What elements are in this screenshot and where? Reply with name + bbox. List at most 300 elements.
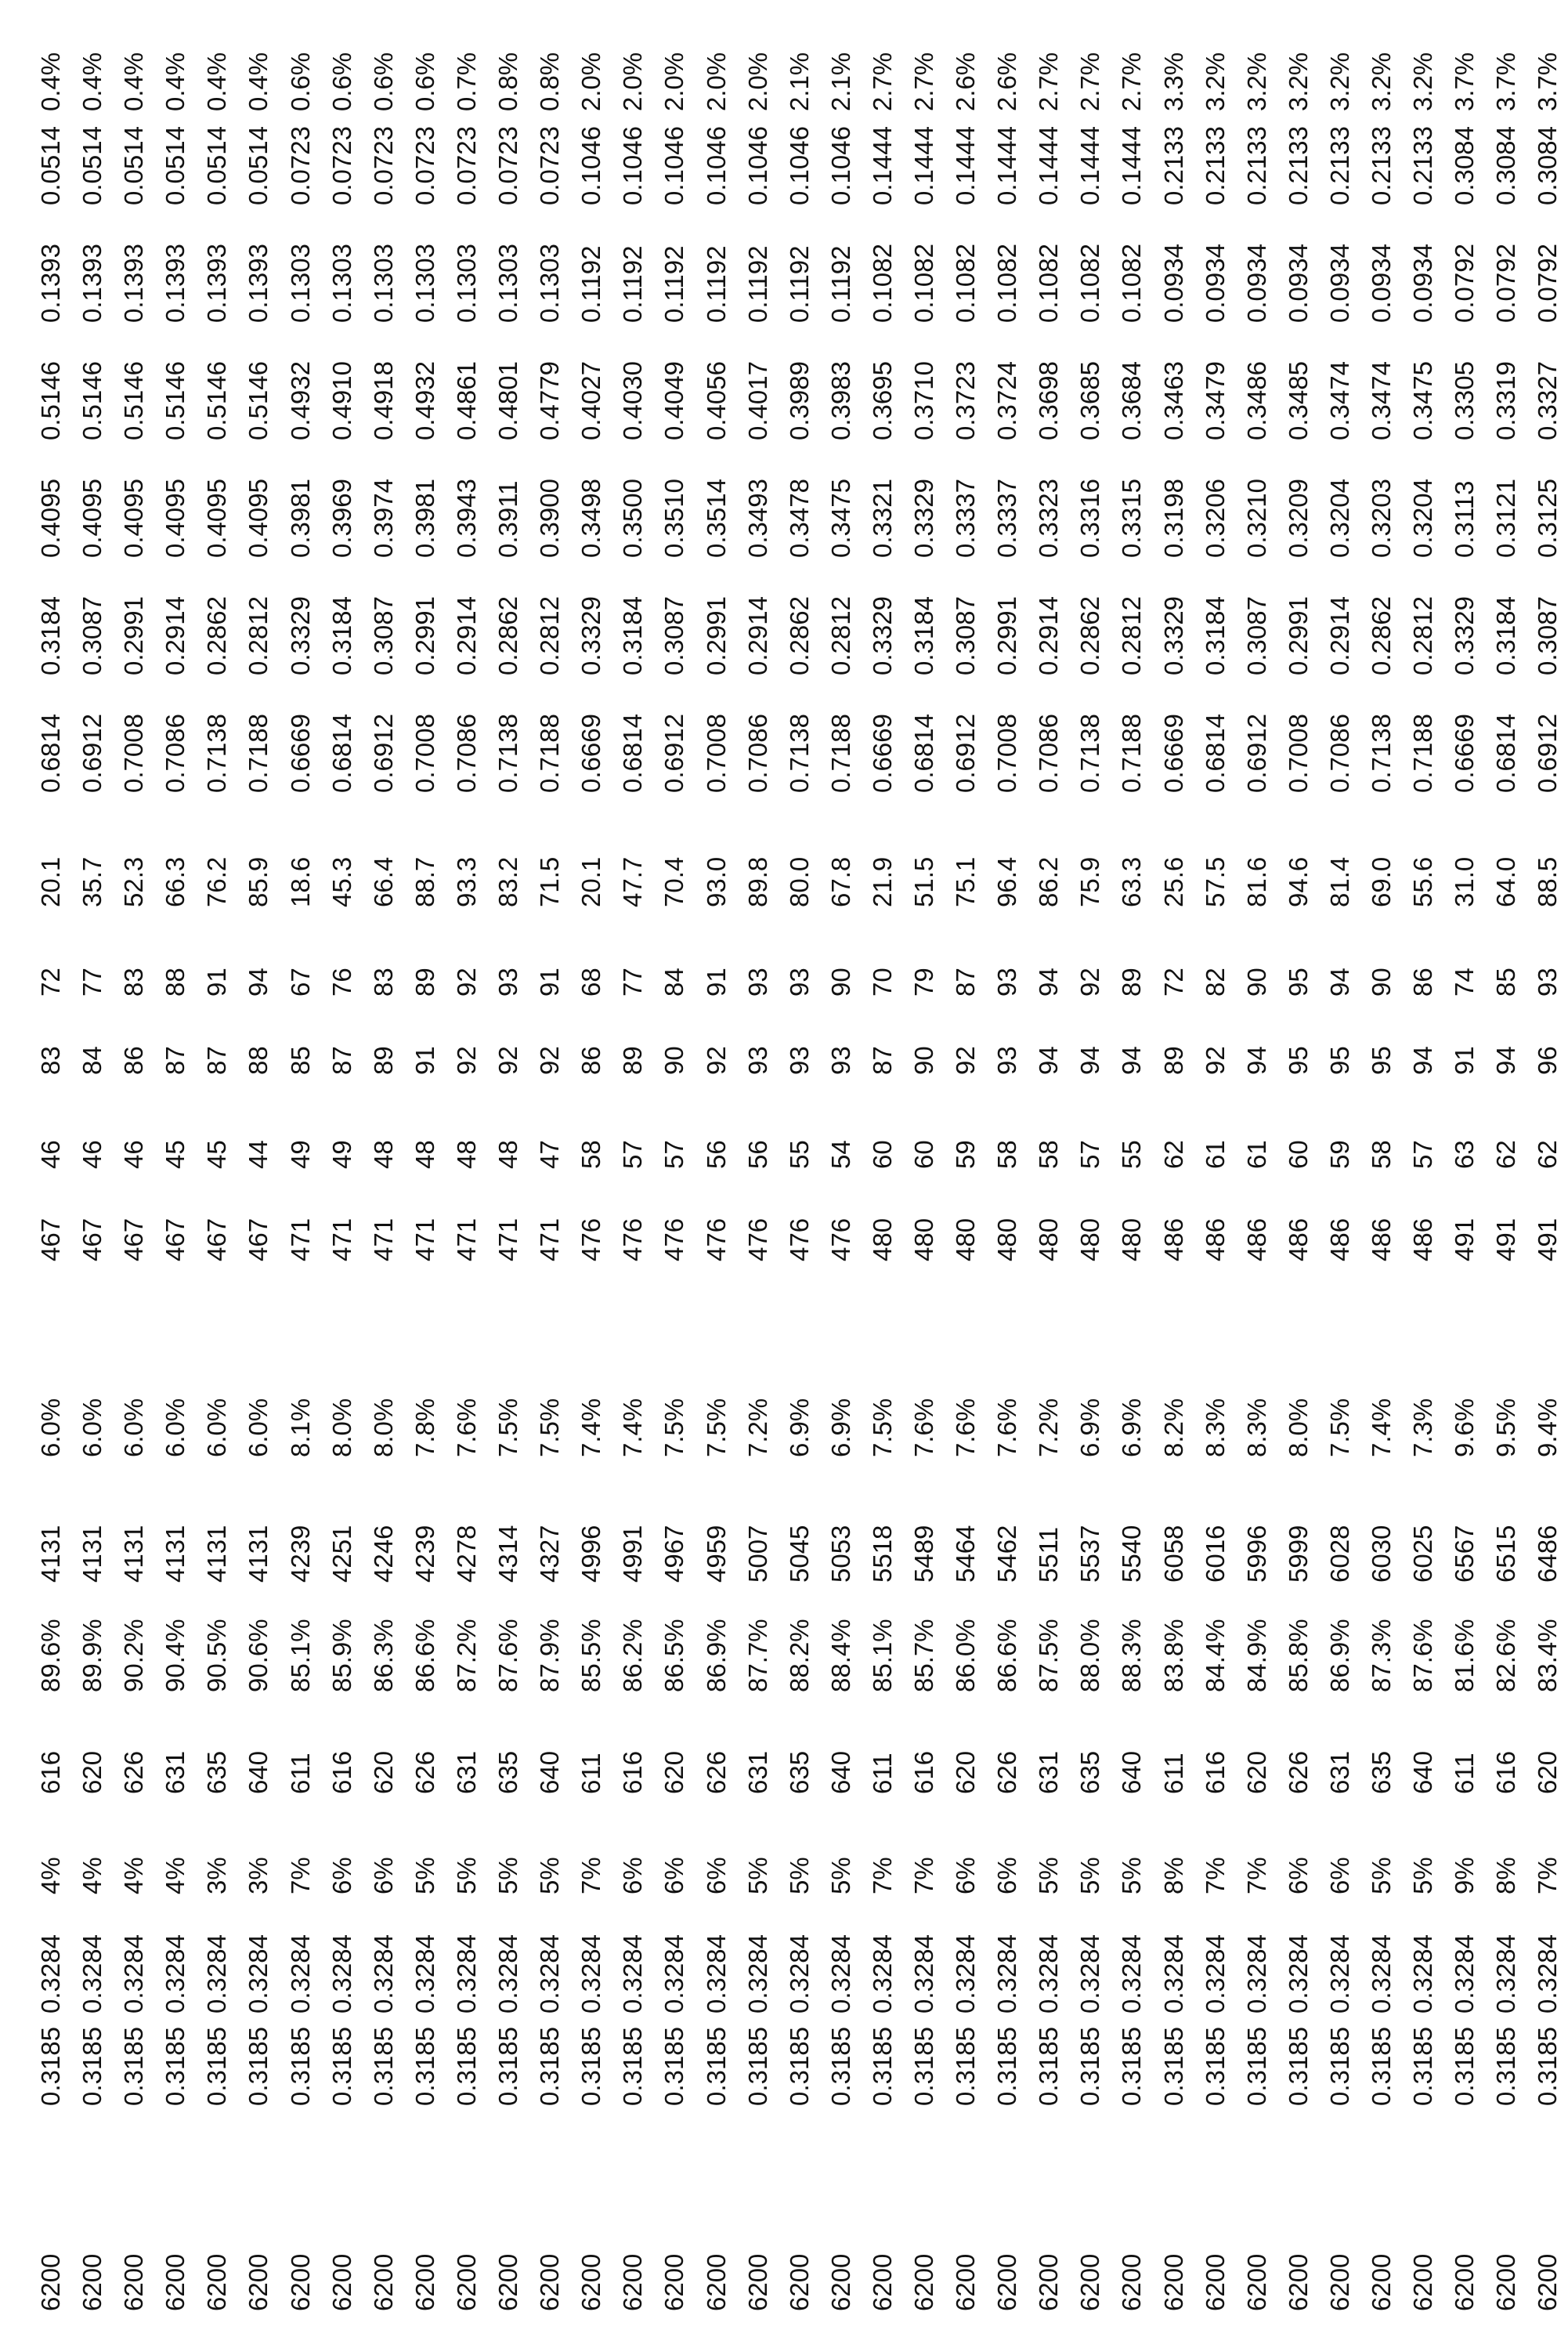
table-cell: 2.0% [659,52,689,111]
table-cell: 0.3485 [1283,361,1313,440]
table-row [1111,49,1152,2311]
table-cell: 0.3284 [1324,1934,1354,2013]
table-cell: 4131 [244,1525,273,1583]
table-cell: 0.6% [285,52,315,111]
table-cell: 6200 [576,2253,606,2311]
table-row [820,49,862,2311]
table-cell: 7.4% [1367,1398,1396,1457]
table-cell: 2.0% [742,52,772,111]
table-cell: 0.3329 [909,479,938,558]
table-cell: 6200 [1075,2253,1105,2311]
table-cell: 60 [909,1140,938,1169]
table-cell: 0.1444 [867,126,897,205]
table-cell: 0.1444 [1075,126,1105,205]
table-cell: 5% [535,1857,565,1894]
table-cell: 0.1393 [202,244,232,323]
table-cell: 0.0934 [1158,244,1188,323]
table-cell: 6200 [36,2253,65,2311]
table-cell: 6.0% [161,1398,190,1457]
table-cell: 0.3284 [202,1934,232,2013]
table-cell: 0.3185 [951,2027,981,2106]
table-cell: 6200 [1200,2253,1230,2311]
table-cell: 0.0514 [36,126,65,205]
table-cell: 0.3284 [451,1934,481,2013]
table-cell: 6200 [701,2253,731,2311]
table-cell: 6200 [1533,2253,1563,2311]
table-cell: 0.3185 [909,2027,938,2106]
table-cell: 74 [1450,968,1479,997]
table-cell: 0.3463 [1158,361,1188,440]
table-cell: 6567 [1450,1525,1479,1583]
table-cell: 0.1082 [909,244,938,323]
table-cell: 0.3329 [1158,596,1188,675]
table-cell: 635 [784,1750,814,1794]
table-cell: 0.3121 [1491,479,1521,558]
table-cell: 6200 [493,2253,523,2311]
table-cell: 86 [119,1046,149,1075]
table-cell: 89.9% [78,1619,107,1692]
table-cell: 0.7138 [1075,714,1105,793]
table-cell: 87.3% [1367,1619,1396,1692]
table-cell: 4239 [410,1525,439,1583]
table-row [1443,49,1485,2311]
table-cell: 94 [1408,1046,1438,1075]
table-cell: 82 [1200,968,1230,997]
table-cell: 0.3981 [410,479,439,558]
table-cell: 0.6669 [576,714,606,793]
table-cell: 476 [701,1217,731,1261]
table-cell: 0.3204 [1408,479,1438,558]
table-cell: 85 [1491,968,1521,997]
table-cell: 0.2862 [1075,596,1105,675]
table-cell: 2.1% [784,52,814,111]
table-cell: 86.2 [1034,856,1064,907]
table-cell: 0.0934 [1367,244,1396,323]
table-cell: 0.3337 [951,479,981,558]
table-cell: 0.1192 [576,245,606,323]
table-cell: 0.3284 [78,1934,107,2013]
table-cell: 87.6% [493,1619,523,1692]
table-cell: 0.2812 [1408,596,1438,675]
table-cell: 635 [1367,1750,1396,1794]
table-row [1277,49,1319,2311]
table-cell: 9.5% [1491,1398,1521,1457]
table-cell: 67.8 [826,856,855,907]
table-cell: 0.6% [410,52,439,111]
table-cell: 0.3500 [618,479,648,558]
table-cell: 6% [992,1857,1022,1894]
table-cell: 6200 [742,2253,772,2311]
table-row [154,49,196,2311]
table-cell: 0.3185 [119,2027,149,2106]
table-cell: 3% [244,1857,273,1894]
table-cell: 0.3284 [1241,1934,1271,2013]
table-cell: 0.3185 [1200,2027,1230,2106]
table-cell: 87 [327,1046,356,1075]
table-cell: 7% [867,1857,897,1894]
table-cell: 0.1082 [951,244,981,323]
table-cell: 91 [535,968,565,997]
table-row [1319,49,1360,2311]
table-cell: 83 [36,1046,65,1075]
table-cell: 467 [244,1217,273,1261]
table-cell: 0.3478 [784,479,814,558]
table-cell: 88.0% [1075,1619,1105,1692]
table-cell: 6200 [826,2253,855,2311]
table-cell: 0.1303 [285,244,315,323]
table-cell: 0.3974 [368,479,398,558]
table-cell: 471 [368,1217,398,1261]
table-cell: 5540 [1117,1525,1147,1583]
table-cell: 5996 [1241,1525,1271,1583]
table-cell: 6016 [1200,1525,1230,1583]
table-cell: 0.8% [535,52,565,111]
table-cell: 0.6912 [1241,714,1271,793]
table-cell: 86.6% [992,1619,1022,1692]
table-cell: 83.8% [1158,1619,1188,1692]
table-cell: 58 [992,1140,1022,1169]
table-cell: 4996 [576,1525,606,1583]
table-cell: 640 [535,1750,565,1794]
table-cell: 49 [327,1140,356,1169]
table-cell: 0.1046 [576,126,606,205]
table-cell: 3.7% [1491,52,1521,111]
table-cell: 6200 [244,2253,273,2311]
table-cell: 85.1% [867,1619,897,1692]
table-cell: 611 [867,1753,897,1794]
table-cell: 85.1% [285,1619,315,1692]
table-cell: 8.3% [1241,1398,1271,1457]
table-cell: 7% [576,1857,606,1894]
table-cell: 0.2812 [244,596,273,675]
table-cell: 70 [867,968,897,997]
table-cell: 89.6% [36,1619,65,1692]
table-cell: 0.4017 [742,361,772,440]
table-cell: 0.3184 [909,596,938,675]
table-cell: 0.0514 [244,126,273,205]
table-cell: 6200 [1491,2253,1521,2311]
table-cell: 0.5146 [36,361,65,440]
table-cell: 0.3184 [618,596,648,675]
table-cell: 476 [659,1217,689,1261]
table-cell: 4251 [327,1525,356,1583]
table-cell: 94 [1034,1046,1064,1075]
table-cell: 93 [1533,968,1563,997]
table-cell: 91 [1450,1046,1479,1075]
table-cell: 6.0% [119,1398,149,1457]
table-cell: 4967 [659,1525,689,1583]
table-cell: 0.1046 [826,126,855,205]
table-cell: 0.7086 [161,714,190,793]
table-cell: 0.0934 [1200,244,1230,323]
table-cell: 94 [1491,1046,1521,1075]
table-cell: 0.4910 [327,361,356,440]
table-cell: 5518 [867,1525,897,1583]
table-cell: 620 [1241,1750,1271,1794]
table-cell: 45.3 [327,856,356,907]
table-cell: 0.4027 [576,361,606,440]
table-cell: 95 [1324,1046,1354,1075]
table-cell: 6.0% [36,1398,65,1457]
table-cell: 0.1082 [1075,244,1105,323]
table-row [71,49,113,2311]
table-cell: 0.1046 [784,126,814,205]
table-cell: 94 [244,968,273,997]
table-cell: 0.2133 [1158,126,1188,205]
table-cell: 0.3989 [784,361,814,440]
table-cell: 86.6% [410,1619,439,1692]
table-cell: 467 [202,1217,232,1261]
table-cell: 92 [493,1046,523,1075]
table-cell: 0.4932 [410,361,439,440]
table-cell: 7% [1533,1857,1563,1894]
table-cell: 0.3498 [576,479,606,558]
table-cell: 0.3514 [701,479,731,558]
table-cell: 2.6% [992,52,1022,111]
table-cell: 6.0% [78,1398,107,1457]
table-cell: 0.3684 [1117,361,1147,440]
table-cell: 0.3284 [826,1934,855,2013]
table-cell: 0.3323 [1034,479,1064,558]
table-cell: 9.6% [1450,1398,1479,1457]
table-cell: 91 [701,968,731,997]
table-cell: 7.5% [659,1398,689,1457]
table-cell: 93.0 [701,856,731,907]
table-cell: 0.1303 [368,244,398,323]
table-cell: 635 [493,1750,523,1794]
table-cell: 81.6 [1241,856,1271,907]
table-cell: 55 [1117,1140,1147,1169]
table-cell: 0.5146 [161,361,190,440]
table-cell: 491 [1450,1217,1479,1261]
table-cell: 89 [618,1046,648,1075]
table-cell: 93 [826,1046,855,1075]
table-cell: 0.3185 [992,2027,1022,2106]
table-cell: 0.3184 [327,596,356,675]
table-cell: 5007 [742,1525,772,1583]
table-cell: 620 [78,1750,107,1794]
table-row [237,49,279,2311]
data-table [30,49,1568,2311]
table-cell: 88.5 [1533,856,1563,907]
table-cell: 62 [1491,1140,1521,1169]
table-cell: 5462 [992,1525,1022,1583]
table-cell: 6200 [618,2253,648,2311]
table-cell: 18.6 [285,856,315,907]
table-cell: 0.5146 [119,361,149,440]
table-cell: 635 [202,1750,232,1794]
table-cell: 0.1192 [742,245,772,323]
table-cell: 0.3087 [368,596,398,675]
table-cell: 0.5146 [78,361,107,440]
table-cell: 0.3284 [1450,1934,1479,2013]
table-cell: 83 [119,968,149,997]
table-cell: 0.3475 [826,479,855,558]
table-cell: 6200 [1034,2253,1064,2311]
table-cell: 8.0% [1283,1398,1313,1457]
table-cell: 0.3185 [1408,2027,1438,2106]
table-cell: 6058 [1158,1525,1188,1583]
table-cell: 0.3185 [659,2027,689,2106]
table-cell: 0.4861 [451,361,481,440]
table-cell: 0.3284 [535,1934,565,2013]
table-cell: 86.2% [618,1619,648,1692]
table-cell: 471 [451,1217,481,1261]
table-cell: 0.3284 [410,1934,439,2013]
table-cell: 86 [1408,968,1438,997]
table-cell: 0.4056 [701,361,731,440]
table-cell: 0.3284 [659,1934,689,2013]
table-cell: 92 [451,968,481,997]
table-cell: 0.3305 [1450,361,1479,440]
table-cell: 0.1303 [535,244,565,323]
table-cell: 83 [368,968,398,997]
table-row [903,49,945,2311]
table-cell: 616 [36,1750,65,1794]
table-cell: 0.3087 [1533,596,1563,675]
table-cell: 0.3185 [410,2027,439,2106]
table-cell: 7.5% [493,1398,523,1457]
table-cell: 0.6814 [618,714,648,793]
table-cell: 0.3184 [1491,596,1521,675]
table-cell: 6200 [1408,2253,1438,2311]
table-cell: 635 [1075,1750,1105,1794]
table-cell: 0.2812 [826,596,855,675]
table-cell: 83.2 [493,856,523,907]
table-cell: 0.2133 [1200,126,1230,205]
table-cell: 0.0934 [1241,244,1271,323]
table-cell: 476 [742,1217,772,1261]
table-cell: 626 [992,1750,1022,1794]
table-cell: 5053 [826,1525,855,1583]
table-cell: 6.9% [1075,1398,1105,1457]
table-cell: 0.3698 [1034,361,1064,440]
table-cell: 2.7% [1075,52,1105,111]
table-cell: 0.2133 [1408,126,1438,205]
table-cell: 0.3084 [1450,126,1479,205]
table-cell: 0.3981 [285,479,315,558]
table-cell: 2.7% [1117,52,1147,111]
table-cell: 0.1303 [327,244,356,323]
table-cell: 57 [618,1140,648,1169]
table-cell: 8.0% [327,1398,356,1457]
table-cell: 9.4% [1533,1398,1563,1457]
table-cell: 0.2862 [202,596,232,675]
table-cell: 49 [285,1140,315,1169]
table-cell: 620 [368,1750,398,1794]
table-cell: 0.1082 [867,244,897,323]
table-cell: 0.3084 [1533,126,1563,205]
table-cell: 6200 [867,2253,897,2311]
table-cell: 611 [1158,1753,1188,1794]
table-cell: 59 [1324,1140,1354,1169]
table-cell: 89 [410,968,439,997]
table-cell: 0.0934 [1324,244,1354,323]
table-cell: 75.1 [951,856,981,907]
table-cell: 85.7% [909,1619,938,1692]
table-cell: 5489 [909,1525,938,1583]
table-cell: 0.3486 [1241,361,1271,440]
table-cell: 79 [909,968,938,997]
table-cell: 76.2 [202,856,232,907]
table-cell: 0.1444 [1034,126,1064,205]
table-cell: 0.3329 [576,596,606,675]
table-cell: 626 [119,1750,149,1794]
table-cell: 71.5 [535,856,565,907]
table-cell: 87.5% [1034,1619,1064,1692]
table-cell: 0.2812 [535,596,565,675]
table-cell: 491 [1491,1217,1521,1261]
table-cell: 0.3284 [285,1934,315,2013]
table-cell: 93 [742,1046,772,1075]
table-cell: 20.1 [576,856,606,907]
table-cell: 60 [867,1140,897,1169]
table-cell: 640 [1408,1750,1438,1794]
table-cell: 0.6669 [285,714,315,793]
table-cell: 59 [951,1140,981,1169]
table-cell: 0.1192 [784,245,814,323]
table-cell: 84.4% [1200,1619,1230,1692]
table-cell: 0.6669 [1158,714,1188,793]
table-cell: 0.1393 [78,244,107,323]
table-cell: 3.7% [1533,52,1563,111]
table-cell: 0.2862 [493,596,523,675]
table-cell: 5511 [1034,1527,1064,1583]
table-cell: 0.3185 [161,2027,190,2106]
table-cell: 486 [1408,1217,1438,1261]
table-cell: 0.3284 [701,1934,731,2013]
table-cell: 5% [410,1857,439,1894]
table-cell: 90 [826,968,855,997]
table-cell: 0.4% [78,52,107,111]
table-cell: 58 [1367,1140,1396,1169]
table-cell: 45 [161,1140,190,1169]
table-row [862,49,903,2311]
table-cell: 0.0723 [285,126,315,205]
table-cell: 0.2914 [161,596,190,675]
table-row [779,49,820,2311]
table-cell: 45 [202,1140,232,1169]
table-row [612,49,653,2311]
table-cell: 6200 [1283,2253,1313,2311]
table-cell: 7.4% [576,1398,606,1457]
table-cell: 89 [1158,1046,1188,1075]
table-cell: 90 [1241,968,1271,997]
table-cell: 0.2914 [742,596,772,675]
table-cell: 8.0% [368,1398,398,1457]
table-cell: 5045 [784,1525,814,1583]
table-cell: 66.4 [368,856,398,907]
table-cell: 0.4030 [618,361,648,440]
table-cell: 0.3198 [1158,479,1188,558]
table-cell: 2.0% [576,52,606,111]
table-cell: 3.2% [1367,52,1396,111]
table-cell: 631 [1324,1750,1354,1794]
table-cell: 93.3 [451,856,481,907]
table-cell: 54 [826,1140,855,1169]
table-cell: 0.4095 [78,479,107,558]
table-cell: 96.4 [992,856,1022,907]
table-cell: 0.0934 [1283,244,1313,323]
table-cell: 471 [493,1217,523,1261]
table-cell: 0.3185 [535,2027,565,2106]
table-cell: 0.0723 [451,126,481,205]
table-cell: 89 [1117,968,1147,997]
table-cell: 480 [909,1217,938,1261]
table-cell: 0.3087 [951,596,981,675]
table-cell: 90.2% [119,1619,149,1692]
table-cell: 0.0723 [410,126,439,205]
